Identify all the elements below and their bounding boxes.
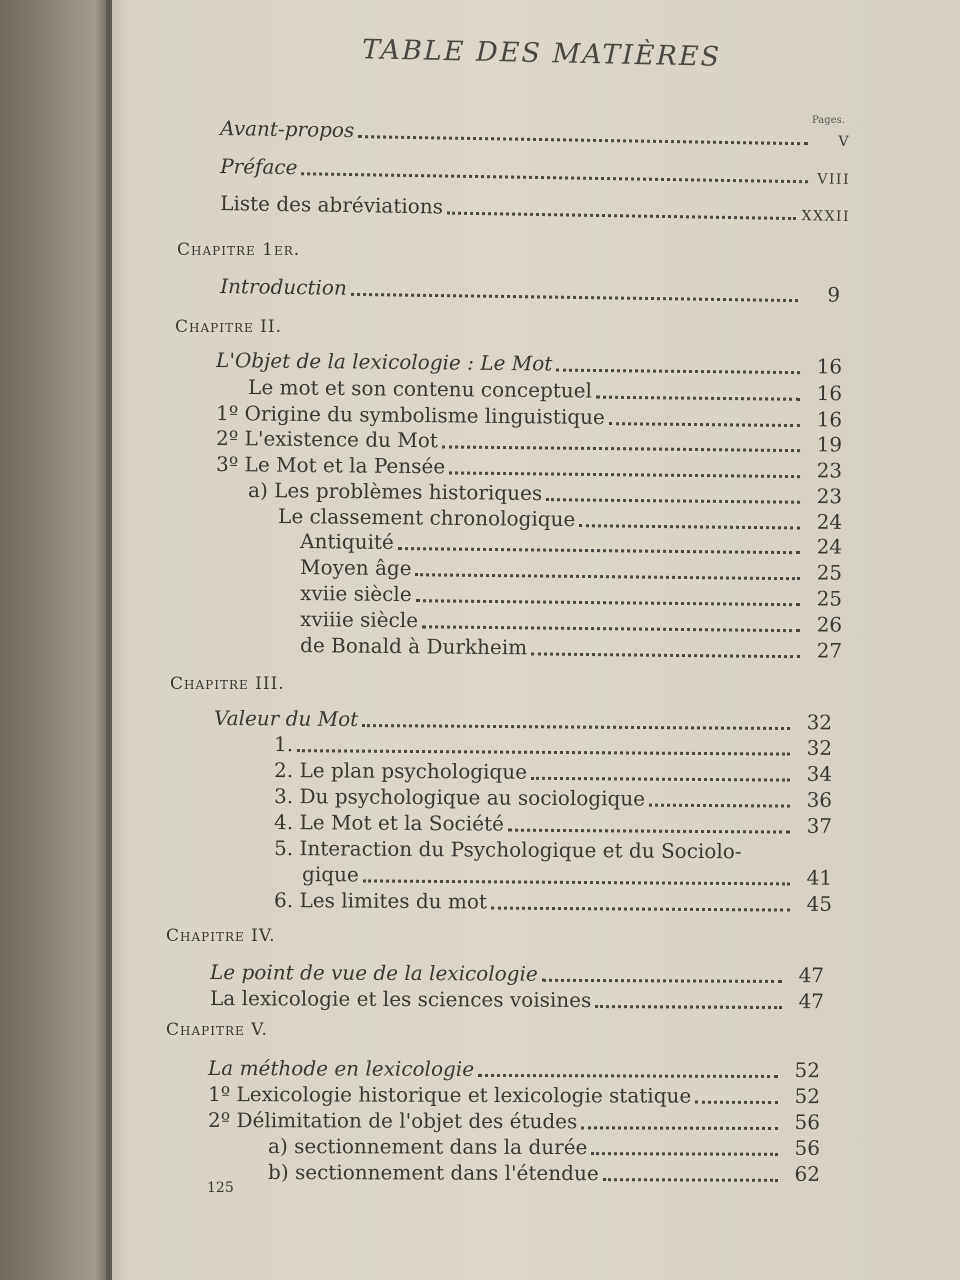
toc-entry: 1. 32 xyxy=(274,732,833,760)
pages-column-label: Pages. xyxy=(812,115,845,126)
book-spine xyxy=(0,0,112,1280)
toc-entry: a) Les problèmes historiques 23 xyxy=(248,478,843,509)
chapter-heading: Chapitre V. xyxy=(166,1020,268,1040)
toc-entry: Moyen âge 25 xyxy=(300,555,843,585)
toc-entry: gique 41 xyxy=(302,862,833,890)
toc-entry: Introduction 9 xyxy=(220,274,841,307)
toc-entry: 3. Du psychologique au sociologique 36 xyxy=(274,784,833,812)
toc-entry: 3º Le Mot et la Pensée 23 xyxy=(216,452,843,483)
toc-entry: 1º Origine du symbolisme linguistique 16 xyxy=(216,401,843,432)
chapter-heading: Chapitre II. xyxy=(175,317,282,337)
chapter-heading: Chapitre III. xyxy=(170,674,285,694)
toc-entry-front: Liste des abréviations XXXII xyxy=(220,191,851,225)
chapter-heading: Chapitre IV. xyxy=(166,926,276,946)
book-page xyxy=(112,0,960,1280)
toc-entry: 6. Les limites du mot 45 xyxy=(274,888,833,916)
toc-entry: a) sectionnement dans la durée 56 xyxy=(268,1134,821,1160)
chapter-heading: Chapitre 1er. xyxy=(177,240,301,260)
toc-entry: La lexicologie et les sciences voisines 47 xyxy=(210,986,825,1014)
toc-entry: Le classement chronologique 24 xyxy=(278,504,843,534)
toc-entry: de Bonald à Durkheim 27 xyxy=(300,633,843,663)
toc-entry: 4. Le Mot et la Société 37 xyxy=(274,810,833,838)
toc-entry-front: Avant-propos V xyxy=(220,116,851,150)
toc-entry: Le point de vue de la lexicologie 47 xyxy=(210,960,825,988)
toc-entry: 1º Lexicologie historique et lexicologie statique 52 xyxy=(208,1082,821,1109)
toc-entry-front: Préface VIII xyxy=(220,154,851,188)
toc-entry: 2º L'existence du Mot 19 xyxy=(216,426,843,457)
toc-entry: 2. Le plan psychologique 34 xyxy=(274,758,833,786)
page-number: 125 xyxy=(207,1180,234,1196)
toc-entry: L'Objet de la lexicologie : Le Mot 16 xyxy=(216,348,843,379)
page-gutter xyxy=(106,0,110,1280)
toc-entry: Valeur du Mot 32 xyxy=(214,706,833,735)
toc-entry: Le mot et son contenu conceptuel 16 xyxy=(248,375,843,406)
toc-entry: La méthode en lexicologie 52 xyxy=(208,1056,821,1083)
toc-entry: xviie siècle 25 xyxy=(300,581,843,611)
toc-entry: Antiquité 24 xyxy=(300,529,843,559)
toc-entry: xviiie siècle 26 xyxy=(300,607,843,637)
toc-entry: 2º Délimitation de l'objet des études 56 xyxy=(208,1108,821,1135)
page-title: TABLE DES MATIÈRES xyxy=(361,34,722,73)
toc-entry: b) sectionnement dans l'étendue 62 xyxy=(268,1160,821,1186)
toc-entry: 5. Interaction du Psychologique et du Sociolo- xyxy=(274,836,742,864)
